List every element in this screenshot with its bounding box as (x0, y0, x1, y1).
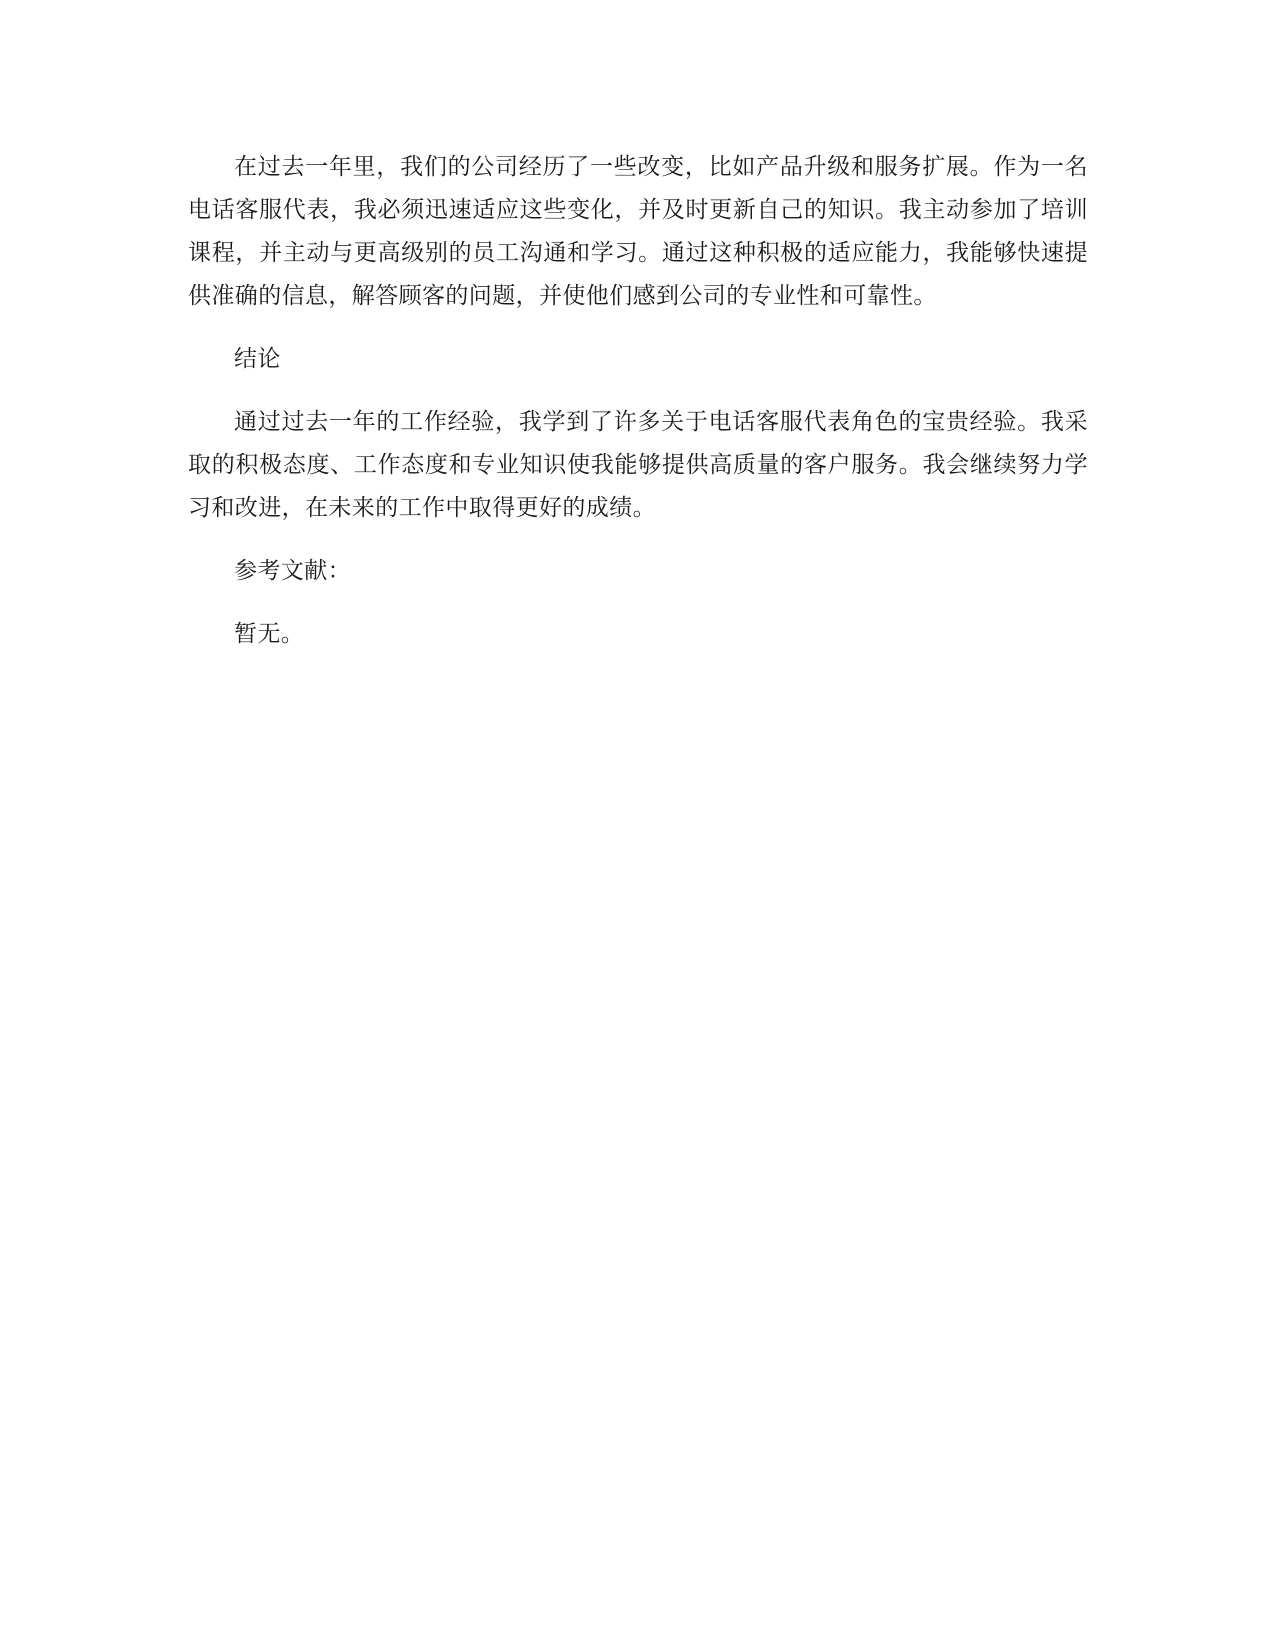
paragraph-conclusion: 通过过去一年的工作经验，我学到了许多关于电话客服代表角色的宝贵经验。我采取的积极态度、工作态度和专业知识使我能够提供高质量的客户服务。我会继续努力学习和改进，在未来的工作中取得更好的成绩。 (188, 409, 1088, 521)
paragraph-references: 暂无。 (234, 621, 305, 647)
document-body (188, 146, 1088, 656)
heading-references: 参考文献： (234, 558, 351, 584)
paragraph-adaptability: 在过去一年里，我们的公司经历了一些改变，比如产品升级和服务扩展。作为一名电话客服代表，我必须迅速适应这些变化，并及时更新自己的知识。我主动参加了培训课程，并主动与更高级别的员工沟通和学习。通过这种积极的适应能力，我能够快速提供准确的信息，解答顾客的问题，并使他们感到公司的专业性和可靠性。 (188, 154, 1088, 309)
heading-conclusion: 结论 (234, 346, 281, 372)
